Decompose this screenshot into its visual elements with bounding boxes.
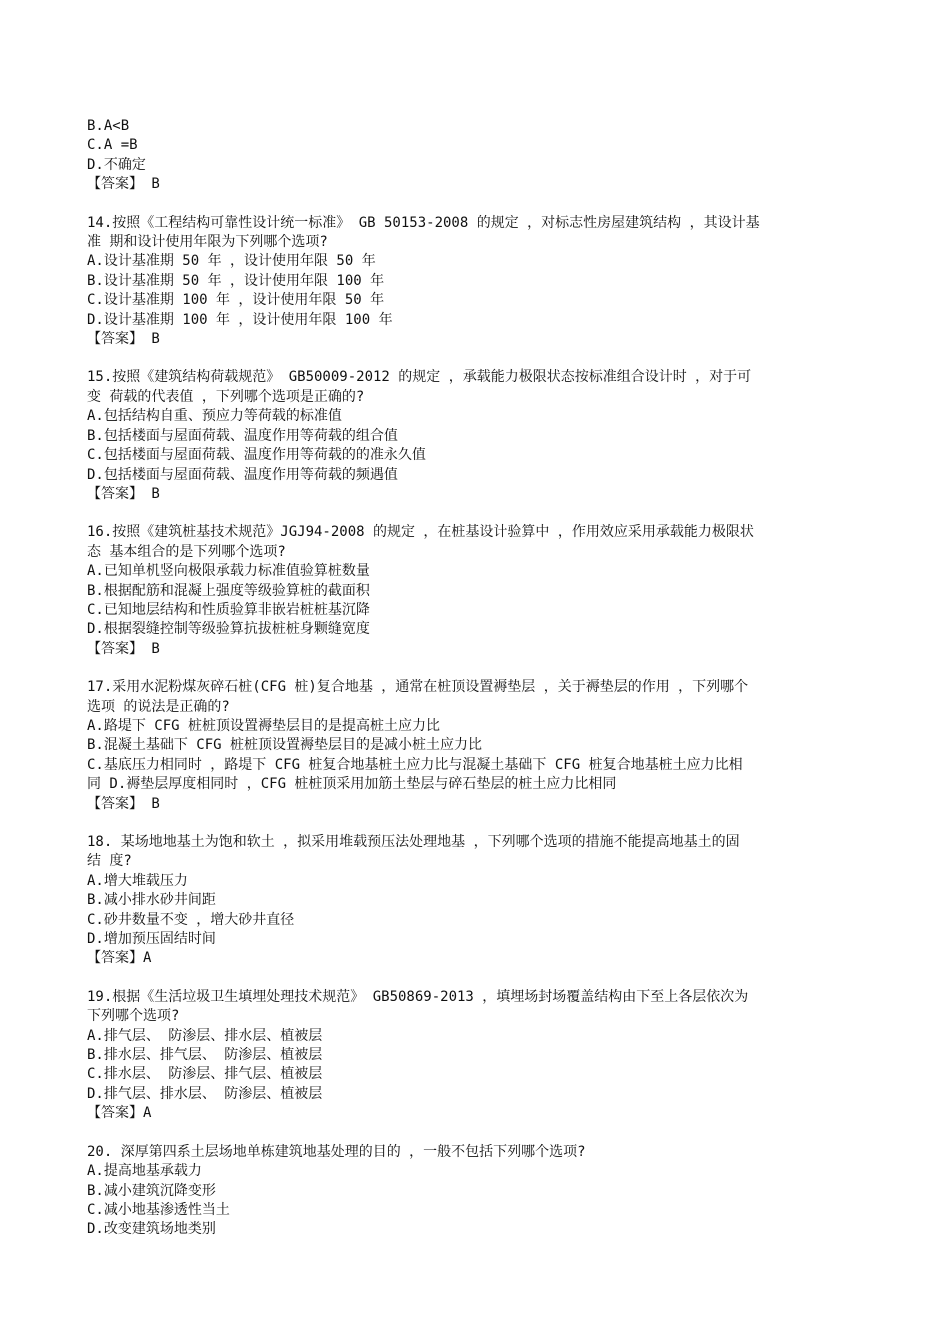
option-a: A.排气层、 防渗层、排水层、植被层 [87,1027,323,1044]
question-13-tail [87,117,867,195]
option-d: D.改变建筑场地类别 [87,1221,216,1238]
option-b: B.排水层、排气层、 防渗层、植被层 [87,1047,323,1064]
option-c: C.砂井数量不变 ，增大砂井直径 [87,911,295,928]
option-d: D.根据裂缝控制等级验算抗拔桩桩身颗缝宽度 [87,621,370,638]
option-d: 同 D.褥垫层厚度相同时 ，CFG 桩桩顶采用加筋土垫层与碎石垫层的桩土应力比相同 [87,776,617,793]
option-b: B.A<B [87,118,130,134]
option-d: D.不确定 [87,156,146,173]
question-text: 14.按照《工程结构可靠性设计统一标准》 GB 50153-2008 的规定 ，对标志性房屋建筑结构 ，其设计基 [87,214,760,231]
option-c: C.包括楼面与屋面荷载、温度作用等荷载的的准永久值 [87,447,426,464]
answer-line: 【答案】 B [87,485,160,502]
document-page [87,117,867,1259]
answer-line: 【答案】A [87,950,152,967]
answer-line: 【答案】 B [87,176,160,193]
answer-line: 【答案】 B [87,795,160,812]
option-b: B.根据配筋和混凝上强度等级验算桩的截面积 [87,582,370,599]
question-text: 17.采用水泥粉煤灰碎石桩(CFG 桩)复合地基 ，通常在桩顶设置褥垫层 ，关于褥垫层的作用 ，下列哪个 [87,679,749,696]
option-b: B.减小建筑沉降变形 [87,1182,216,1199]
option-a: A.路堤下 CFG 桩桩顶设置褥垫层目的是提高桩土应力比 [87,717,440,734]
question-text: 16.按照《建筑桩基技术规范》JGJ94-2008 的规定 ，在桩基设计验算中 ，作用效应采用承载能力极限状 [87,524,754,541]
option-c: C.基底压力相同时 ，路堤下 CFG 桩复合地基桩土应力比与混凝土基础下 CFG 桩复合地基桩土应力比相 [87,756,743,773]
question-16 [87,523,867,659]
question-text: 选项 的说法是正确的? [87,698,230,715]
option-b: B.减小排水砂井间距 [87,892,216,909]
question-text: 准 期和设计使用年限为下列哪个选项? [87,234,328,251]
question-text: 结 度? [87,853,132,870]
answer-line: 【答案】A [87,1105,152,1122]
question-text: 18. 某场地地基土为饱和软土 ，拟采用堆载预压法处理地基 ，下列哪个选项的措施不能提高地基土的固 [87,834,740,850]
question-19 [87,988,867,1124]
question-text: 20. 深厚第四系土层场地单栋建筑地基处理的目的 ，一般不包括下列哪个选项? [87,1143,586,1160]
option-b: B.混凝土基础下 CFG 桩桩顶设置褥垫层目的是减小桩土应力比 [87,737,482,754]
option-c: C.设计基准期 100 年 ，设计使用年限 50 年 [87,292,385,309]
question-14 [87,214,867,350]
option-c: C.排水层、 防渗层、排气层、植被层 [87,1066,323,1083]
option-b: B.设计基准期 50 年 ，设计使用年限 100 年 [87,272,385,289]
option-a: A.增大堆载压力 [87,872,188,889]
question-20 [87,1143,867,1240]
question-text: 变 荷载的代表值 ，下列哪个选项是正确的? [87,388,365,405]
question-15 [87,368,867,504]
option-a: A.提高地基承载力 [87,1163,202,1180]
option-c: C.已知地层结构和性质验算非嵌岩桩桩基沉降 [87,601,370,618]
question-18 [87,833,867,969]
question-text: 态 基本组合的是下列哪个选项? [87,543,286,560]
option-c: C.减小地基渗透性当土 [87,1201,230,1218]
question-17 [87,678,867,814]
option-a: A.包括结构自重、预应力等荷载的标准值 [87,408,342,425]
option-c: C.A =B [87,137,138,154]
question-text: 下列哪个选项? [87,1008,180,1025]
option-d: D.包括楼面与屋面荷载、温度作用等荷载的频遇值 [87,466,398,483]
option-d: D.设计基准期 100 年 ，设计使用年限 100 年 [87,311,393,328]
question-text: 19.根据《生活垃圾卫生填埋处理技术规范》 GB50869-2013 ，填埋场封场覆盖结构由下至上各层依次为 [87,988,749,1005]
option-a: A.设计基准期 50 年 ，设计使用年限 50 年 [87,253,376,270]
answer-line: 【答案】 B [87,331,160,348]
option-b: B.包括楼面与屋面荷载、温度作用等荷载的组合值 [87,427,398,444]
answer-line: 【答案】 B [87,640,160,657]
option-d: D.排气层、排水层、 防渗层、植被层 [87,1085,323,1102]
option-d: D.增加预压固结时间 [87,931,216,948]
option-a: A.已知单机竖向极限承载力标准值验算桩数量 [87,563,370,580]
question-text: 15.按照《建筑结构荷载规范》 GB50009-2012 的规定 ，承载能力极限状态按标准组合设计时 ，对于可 [87,369,752,386]
